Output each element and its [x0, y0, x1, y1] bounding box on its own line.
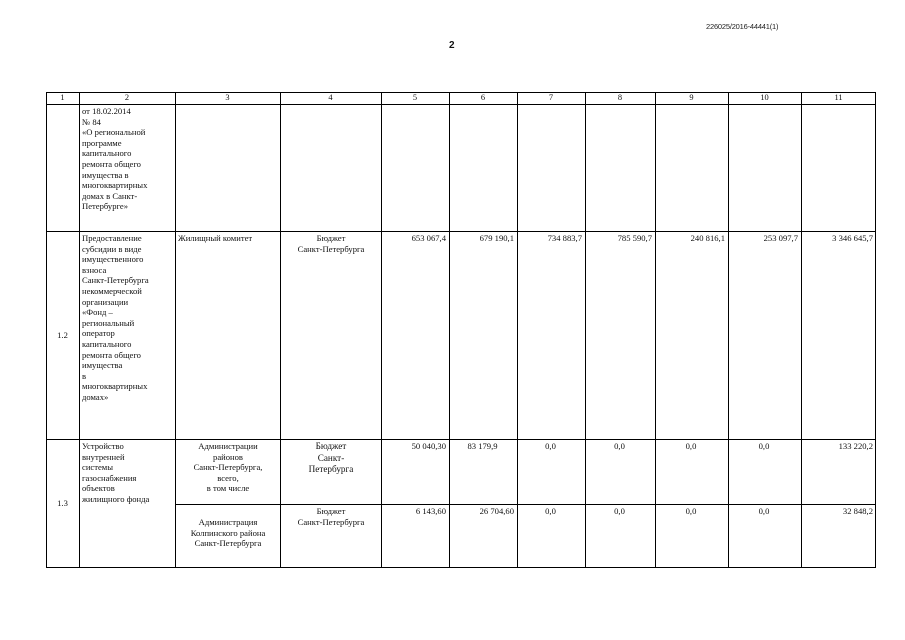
document-registration-number: 226025/2016-44441(1): [706, 22, 779, 31]
row-1-3a-value-col5: 50 040,30: [411, 441, 446, 451]
row-1-2-description: Предоставление субсидии в виде имущественного взноса Санкт-Петербурга некоммерческой организации «Фонд – региональный оператор капитального ремонта общего имущества в многоквартирных домах»: [82, 233, 149, 402]
row-1-2-funding-source: Бюджет Санкт-Петербурга: [297, 233, 365, 254]
column-header-4: 4: [328, 93, 333, 102]
row-number-1-3: 1.3: [57, 498, 68, 509]
row-1-2-value-col10: 253 097,7: [763, 233, 798, 243]
row-1-3a-value-col9: 0,0: [685, 441, 697, 451]
column-header-3: 3: [225, 93, 230, 102]
row-1-3a-funding-source: Бюджет Санкт- Петербурга: [308, 441, 354, 475]
row-1-2-value-col6: 679 190,1: [479, 233, 514, 243]
column-header-1: 1: [60, 93, 65, 102]
row-number-1-2: 1.2: [57, 330, 68, 341]
row-1-3b-value-col11: 32 848,2: [842, 506, 873, 516]
column-header-10: 10: [760, 93, 769, 102]
row-1-3b-value-col6: 26 704,60: [479, 506, 514, 516]
column-header-5: 5: [412, 93, 418, 102]
row-1-3b-value-col8: 0,0: [614, 506, 625, 516]
row-1-2-value-col7: 734 883,7: [547, 233, 582, 243]
row-1-3a-value-col10: 0,0: [758, 441, 770, 451]
column-header-2: 2: [124, 93, 130, 102]
column-header-8: 8: [617, 93, 623, 102]
row-1-3b-value-col7: 0,0: [545, 506, 556, 516]
column-header-7: 7: [548, 93, 554, 102]
row-1-3a-value-col7: 0,0: [545, 441, 556, 451]
column-header-11: 11: [834, 93, 843, 102]
row-1-3b-executor: Администрация Колпинского района Санкт-Петербурга: [190, 517, 266, 549]
column-header-6: 6: [480, 93, 486, 102]
row-1-2-executor: Жилищный комитет: [178, 233, 253, 243]
row-1-2-value-col11: 3 346 645,7: [832, 233, 873, 243]
row-1-3-description: Устройство внутренней системы газоснабжения объектов жилищного фонда: [82, 441, 150, 504]
row-1-3a-value-col11: 133 220,2: [838, 441, 873, 451]
budget-table: [46, 92, 876, 568]
row-1-3b-value-col10: 0,0: [758, 506, 770, 516]
continuation-description: от 18.02.2014 № 84 «О региональной программе капитального ремонта общего имущества в многоквартирных домах в Санкт- Петербурге»: [82, 106, 148, 212]
column-header-9: 9: [689, 93, 694, 102]
row-1-3b-value-col5: 6 143,60: [415, 506, 446, 516]
row-1-3a-value-col8: 0,0: [614, 441, 625, 451]
page-number: 2: [449, 40, 455, 51]
row-1-3a-value-col6: 83 179,9: [467, 441, 498, 451]
row-1-3b-funding-source: Бюджет Санкт-Петербурга: [297, 506, 365, 527]
row-1-2-value-col8: 785 590,7: [617, 233, 652, 243]
row-1-3b-value-col9: 0,0: [685, 506, 697, 516]
row-1-2-value-col5: 653 067,4: [411, 233, 446, 243]
row-1-3a-executor: Администрации районов Санкт-Петербурга, всего, в том числе: [193, 441, 263, 494]
row-1-2-value-col9: 240 816,1: [690, 233, 725, 243]
